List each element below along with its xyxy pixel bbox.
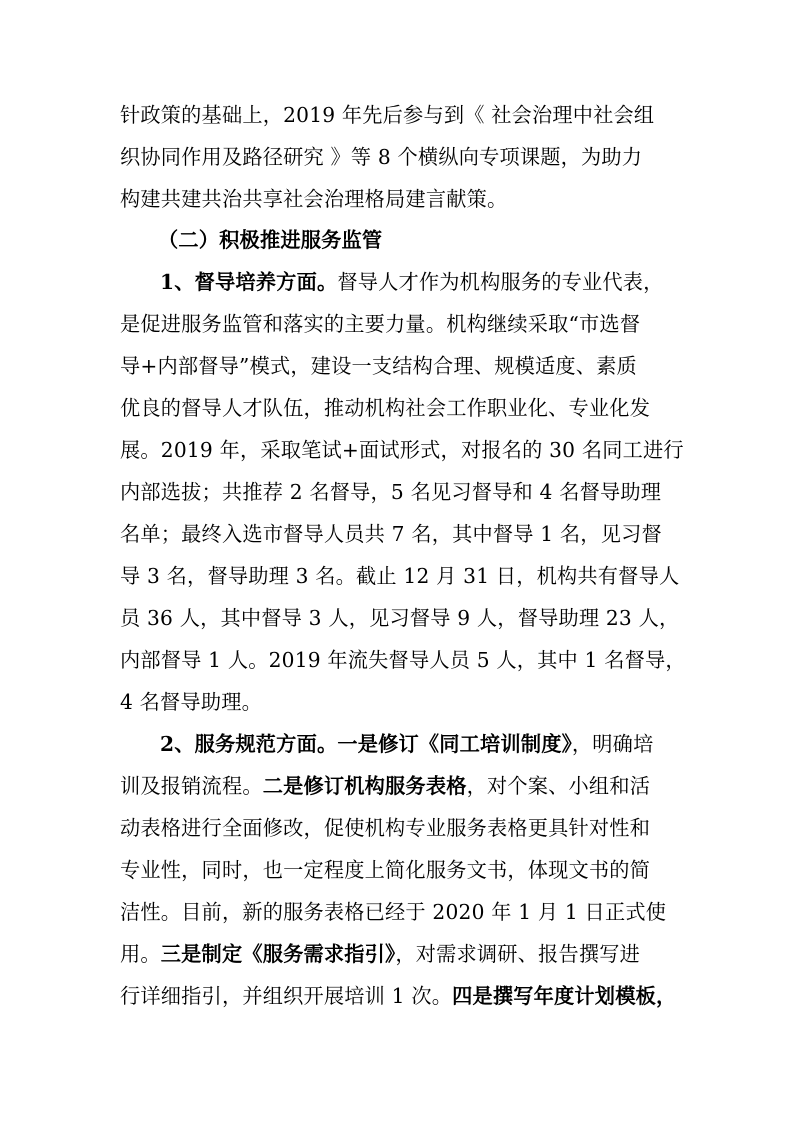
text-run: 展。2019 年，采取笔试+面试形式，对报名的 30 名同工进行 <box>120 438 684 462</box>
text-line-7 <box>120 350 680 382</box>
paragraph-2-first-line <box>160 728 720 760</box>
text-run: 针政策的基础上，2019 年先后参与到《 社会治理中社会组 <box>120 103 655 127</box>
subheading-service-standards: 2、服务规范方面。一是修订《同工培训制度》 <box>160 732 572 756</box>
emphasis-run: 二是修订机构服务表格 <box>262 774 467 798</box>
text-line-15 <box>120 686 680 718</box>
subheading-supervision: 1、督导培养方面。 <box>160 270 338 294</box>
text-run: 构建共建共治共享社会治理格局建言献策。 <box>120 187 508 211</box>
text-run: 织协同作用及路径研究 》等 8 个横纵向专项课题，为助力 <box>120 145 643 169</box>
text-run: 导 3 名，督导助理 3 名。截止 12 月 31 日，机构共有督导人 <box>120 564 680 588</box>
text-run: ，明确培 <box>571 732 654 756</box>
text-run: ，对需求调研、报告撰写进 <box>395 942 640 966</box>
section-heading <box>158 224 718 256</box>
text-run: 督导人才作为机构服务的专业代表， <box>337 270 664 294</box>
emphasis-run: 三是制定《服务需求指引》 <box>160 942 396 966</box>
emphasis-run: 四是撰写年度计划模板， <box>452 984 677 1008</box>
text-line-19 <box>120 854 680 886</box>
text-run: 4 名督导助理。 <box>120 690 262 714</box>
paragraph-1-first-line <box>160 266 720 298</box>
text-line-21 <box>120 938 680 970</box>
text-line-9 <box>120 434 684 466</box>
text-run: 动表格进行全面修改，促使机构专业服务表格更具针对性和 <box>120 816 651 840</box>
text-line-18 <box>120 812 680 844</box>
section-heading-text: （二）积极推进服务监管 <box>158 228 383 252</box>
text-run: 用。 <box>120 942 161 966</box>
text-run: 内部督导 1 人。2019 年流失督导人员 5 人，其中 1 名督导， <box>120 648 686 672</box>
text-line-11 <box>120 518 680 550</box>
text-line-1 <box>120 99 680 131</box>
text-line-3 <box>120 183 680 215</box>
text-run: 名单；最终入选市督导人员共 7 名，其中督导 1 名，见习督 <box>120 522 662 546</box>
text-run: 导+内部督导”模式，建设一支结构合理、规模适度、素质 <box>120 354 637 378</box>
text-run: 专业性，同时，也一定程度上简化服务文书，体现文书的简 <box>120 858 651 882</box>
text-line-14 <box>120 644 686 676</box>
text-line-12 <box>120 560 680 592</box>
text-line-20 <box>120 896 680 928</box>
text-line-22 <box>120 980 680 1012</box>
text-line-8 <box>120 392 680 424</box>
text-run: 行详细指引，并组织开展培训 1 次。 <box>120 984 453 1008</box>
text-run: 内部选拔；共推荐 2 名督导，5 名见习督导和 4 名督导助理 <box>120 480 662 504</box>
text-run: 是促进服务监管和落实的主要力量。机构继续采取“市选督 <box>120 312 641 336</box>
text-line-13 <box>120 602 680 634</box>
text-run: 训及报销流程。 <box>120 774 263 798</box>
text-run: 员 36 人，其中督导 3 人，见习督导 9 人，督导助理 23 人， <box>120 606 680 630</box>
text-run: 洁性。目前，新的服务表格已经于 2020 年 1 月 1 日正式使 <box>120 900 667 924</box>
text-run: 优良的督导人才队伍，推动机构社会工作职业化、专业化发 <box>120 396 651 420</box>
text-line-6 <box>120 308 680 340</box>
text-line-17 <box>120 770 680 802</box>
text-line-2 <box>120 141 680 173</box>
text-run: ，对个案、小组和活 <box>466 774 651 798</box>
text-line-10 <box>120 476 680 508</box>
